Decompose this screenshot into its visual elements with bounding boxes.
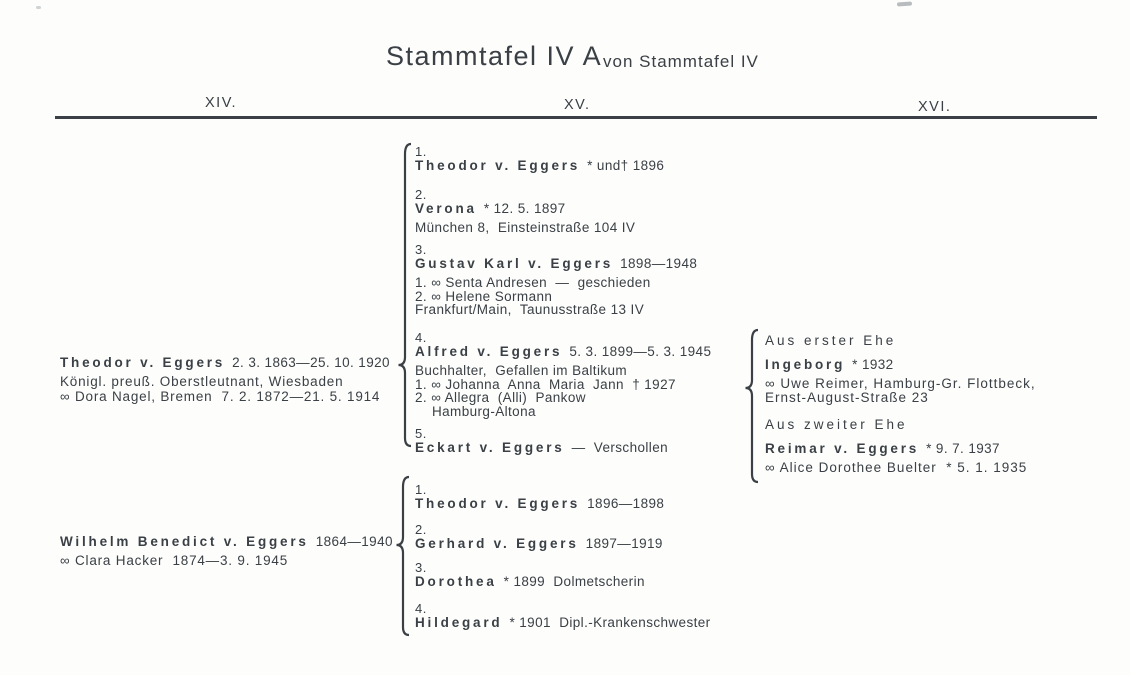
person-dates: * 1932 [852, 357, 894, 372]
column-header-xv: XV. [564, 97, 591, 113]
person-entry [415, 561, 765, 590]
person-dates: 1864—1940 [315, 534, 393, 549]
person-dates: 1898—1948 [620, 256, 698, 271]
person-dates: 5. 3. 1899—5. 3. 1945 [569, 344, 712, 359]
column-header-xiv: XIV. [205, 95, 238, 111]
person-number: 1. [415, 482, 427, 497]
person-name-line [415, 574, 765, 590]
person-marriage: 2. ∞ Allegra (Alli) Pankow [415, 390, 586, 405]
person-name-line [415, 496, 765, 512]
person-marriage: ∞ Clara Hacker 1874—3. 9. 1945 [60, 553, 289, 568]
person-number: 1. [415, 144, 427, 159]
person-name: Alfred v. Eggers [415, 344, 563, 359]
person-number: 2. [415, 187, 427, 202]
person-name-line [60, 354, 410, 371]
generation-divider-line [55, 116, 1097, 119]
scan-artifact [36, 6, 41, 9]
person-number: 4. [415, 601, 427, 616]
person-name-line [415, 536, 765, 552]
person-marriage: ∞ Dora Nagel, Bremen 7. 2. 1872—21. 5. 1914 [60, 388, 381, 404]
person-name: Theodor v. Eggers [60, 355, 226, 370]
brace-theodor-children [397, 142, 413, 448]
person-name: Reimar v. Eggers [765, 441, 920, 456]
person-dates: * 12. 5. 1897 [483, 201, 566, 216]
person-name: Wilhelm Benedict v. Eggers [60, 534, 309, 549]
person-address: Hamburg-Altona [432, 403, 536, 419]
person-name: Gerhard v. Eggers [415, 536, 579, 551]
page-title: Stammtafel IV A [386, 41, 603, 71]
page-subtitle: von Stammtafel IV [603, 52, 759, 71]
person-marriage: 1. ∞ Senta Andresen — geschieden [415, 275, 651, 290]
person-address: Ernst-August-Straße 23 [765, 389, 929, 405]
person-name-line [415, 201, 765, 217]
heading-second-marriage: Aus zweiter Ehe [765, 417, 908, 432]
scan-artifact [897, 1, 912, 6]
person-dates: — Verschollen [571, 440, 669, 455]
person-address: Frankfurt/Main, Taunusstraße 13 IV [415, 302, 645, 317]
person-marriage: 1. ∞ Johanna Anna Maria Jann † 1927 [415, 376, 676, 392]
person-name-line [415, 440, 765, 456]
person-name-line [60, 533, 420, 550]
parent-entry-theodor [60, 354, 410, 404]
person-entry [415, 427, 765, 456]
person-dates: * 9. 7. 1937 [926, 441, 1000, 456]
person-marriage: ∞ Alice Dorothee Buelter * 5. 1. 1935 [765, 460, 1028, 475]
person-number: 4. [415, 330, 427, 345]
person-entry [415, 331, 765, 418]
person-entry [415, 243, 765, 317]
person-entry [415, 602, 765, 631]
person-dates: * 1899 Dolmetscherin [503, 574, 645, 589]
column-header-xvi: XVI. [918, 99, 952, 115]
person-occupation: Buchhalter, Gefallen im Baltikum [415, 363, 628, 378]
brace-wilhelm-children [395, 475, 411, 637]
person-number: 3. [415, 242, 427, 257]
person-name: Gustav Karl v. Eggers [415, 256, 614, 271]
person-dates: 2. 3. 1863—25. 10. 1920 [232, 355, 390, 370]
person-number: 2. [415, 522, 427, 537]
person-name: Eckart v. Eggers [415, 440, 565, 455]
person-dates: * 1901 Dipl.-Krankenschwester [509, 615, 711, 630]
person-entry [415, 483, 765, 512]
person-marriage: ∞ Uwe Reimer, Hamburg-Gr. Flottbeck, [765, 376, 1036, 391]
person-name: Theodor v. Eggers [415, 158, 581, 173]
person-name-line [765, 441, 1125, 457]
person-dates: 1897—1919 [585, 536, 663, 551]
person-name-line [415, 615, 765, 631]
person-name: Ingeborg [765, 357, 846, 372]
person-address: München 8, Einsteinstraße 104 IV [415, 220, 636, 235]
person-name-line [765, 357, 1125, 373]
person-occupation: Königl. preuß. Oberstleutnant, Wiesbaden [60, 374, 344, 389]
person-dates: 1896—1898 [587, 496, 665, 511]
person-name: Verona [415, 201, 477, 216]
person-name-line [415, 256, 765, 272]
parent-entry-wilhelm [60, 533, 420, 569]
person-entry [415, 523, 765, 552]
person-marriage: 2. ∞ Helene Sormann [415, 288, 553, 304]
person-name-line [415, 158, 765, 174]
person-entry [415, 188, 765, 235]
person-entry [765, 357, 1125, 404]
person-name: Theodor v. Eggers [415, 496, 581, 511]
person-name: Hildegard [415, 615, 503, 630]
person-dates: * und† 1896 [587, 158, 665, 173]
person-entry [765, 441, 1125, 475]
person-number: 3. [415, 560, 427, 575]
person-name: Dorothea [415, 574, 497, 589]
person-number: 5. [415, 426, 427, 441]
heading-first-marriage: Aus erster Ehe [765, 333, 897, 348]
person-entry [415, 145, 765, 174]
person-name-line [415, 344, 765, 360]
